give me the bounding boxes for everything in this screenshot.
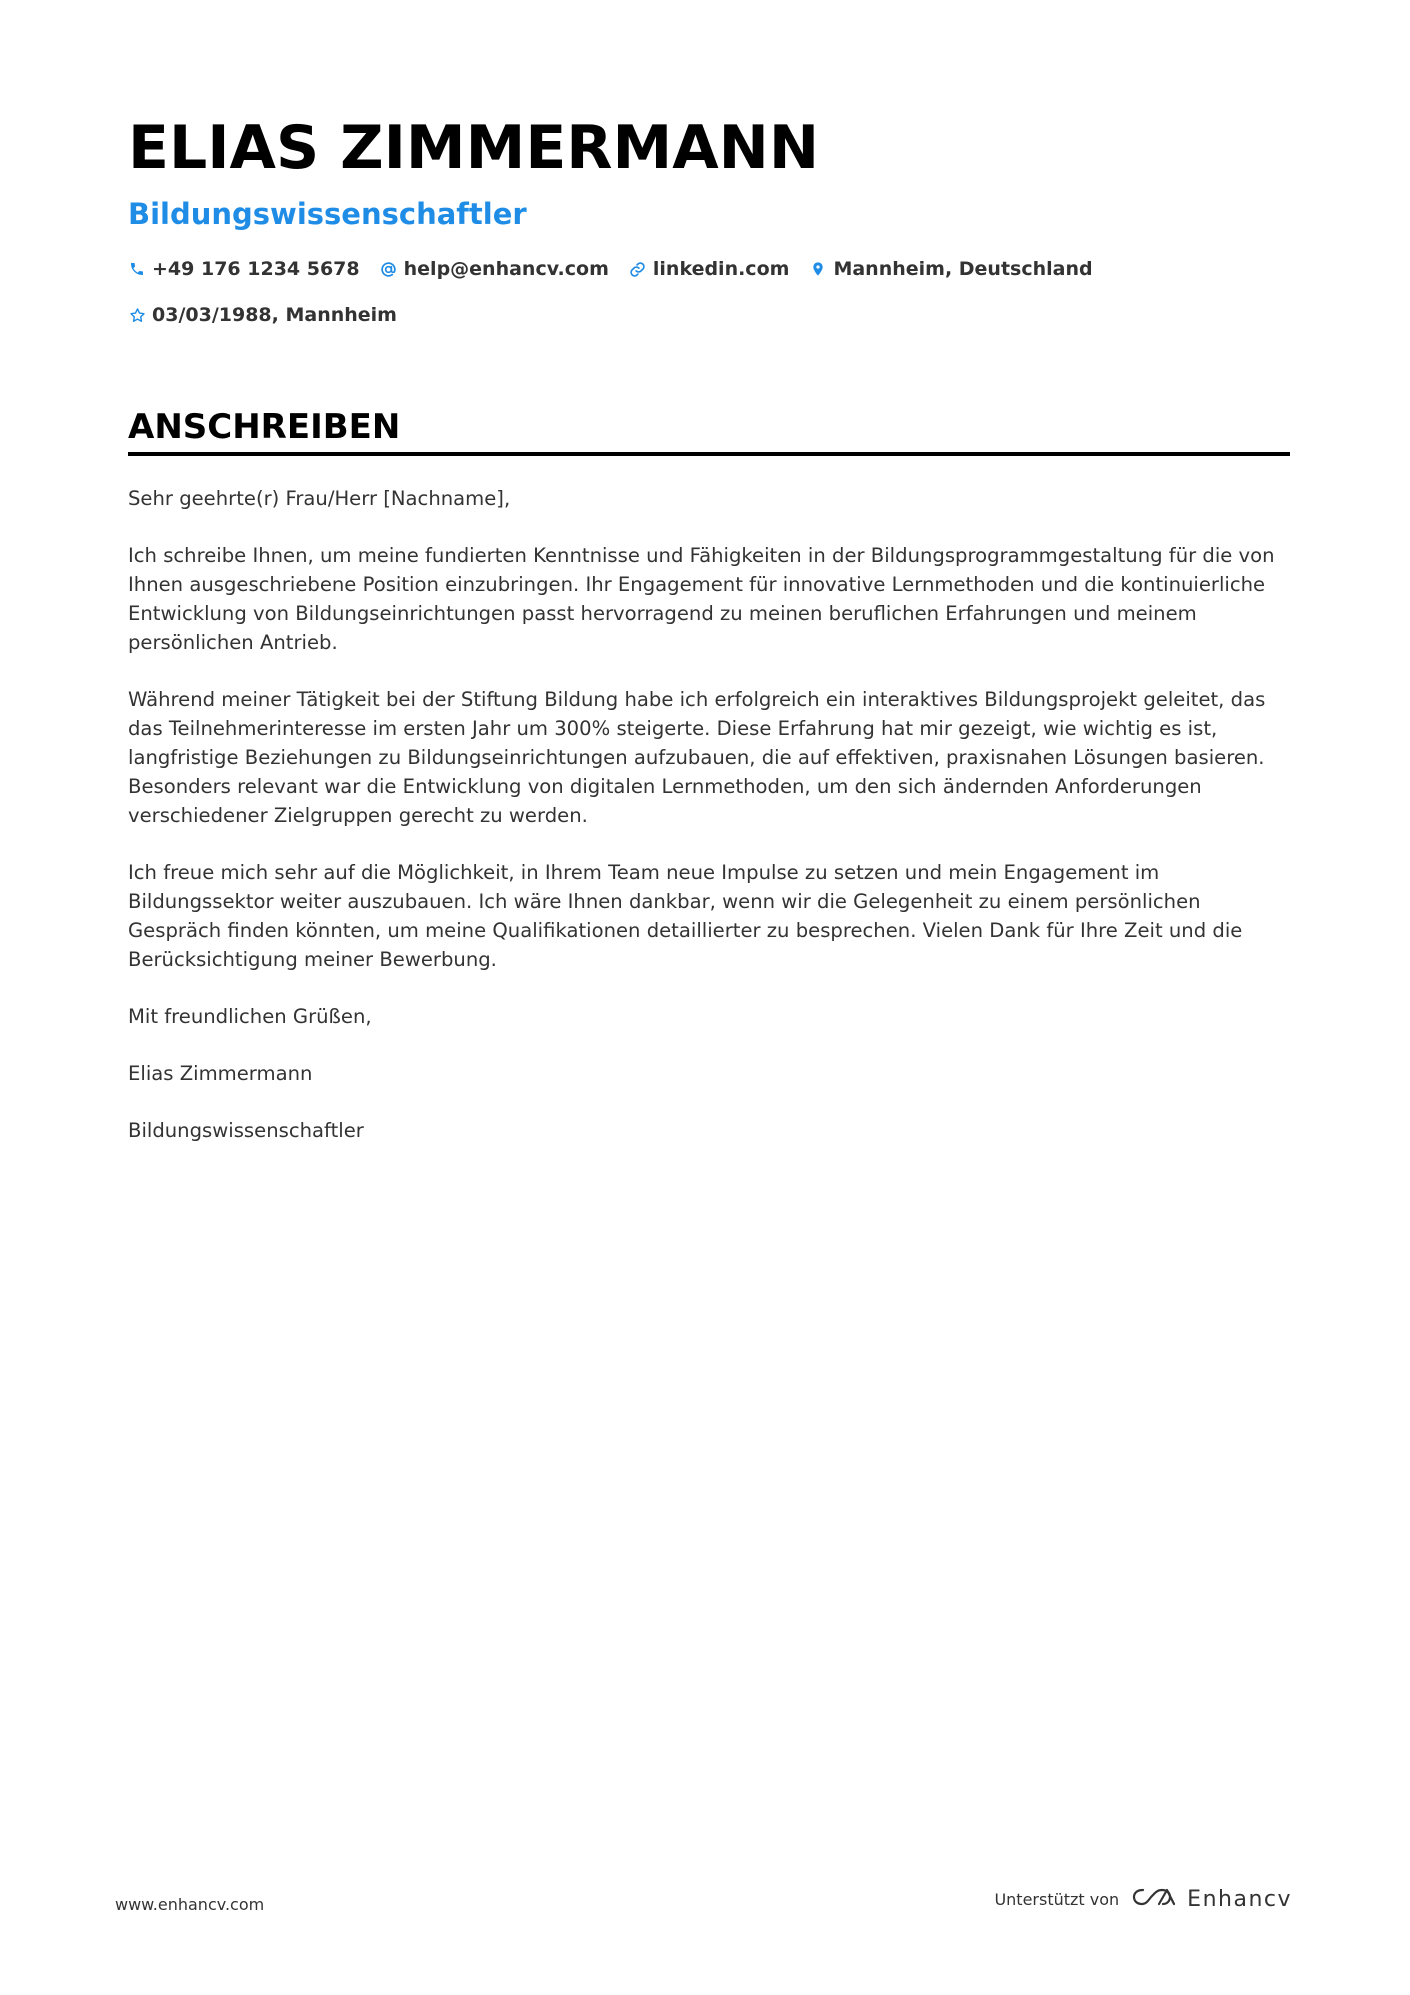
letter-signature-title: Bildungswissenschaftler (128, 1119, 364, 1142)
contact-linkedin[interactable] (629, 254, 790, 284)
at-icon (380, 260, 398, 278)
brand[interactable] (1131, 1884, 1292, 1914)
contact-email-text: help@enhancv.com (403, 258, 609, 280)
section-title: ANSCHREIBEN (128, 407, 401, 447)
powered-by-label: Unterstützt von (994, 1889, 1120, 1909)
link-icon (629, 260, 647, 278)
footer-website[interactable]: www.enhancv.com (115, 1895, 265, 1914)
letter-paragraph-1: Ich schreibe Ihnen, um meine fundierten Kenntnisse und Fähigkeiten in der Bildungsprogrammgestaltung für die von Ihnen ausgeschriebene Position einzubringen. Ihr Engagement für innovative Lernmethoden und die kontinuierliche Entwicklung von Bildungseinrichtungen passt hervorragend zu meinen beruflichen Erfahrungen und meinem persönlichen Antrieb. (128, 544, 1275, 654)
contact-linkedin-text: linkedin.com (652, 258, 790, 280)
letter-paragraph-3: Ich freue mich sehr auf die Möglichkeit, in Ihrem Team neue Impulse zu setzen und mein Engagement im Bildungssektor weiter auszubauen. Ich wäre Ihnen dankbar, wenn wir die Gelegenheit zu einem persönlichen Gespräch finden könnten, um meine Qualifikationen detaillierter zu besprechen. Vielen Dank für Ihre Zeit und die Berücksichtigung meiner Bewerbung. (128, 861, 1243, 971)
enhancv-logo-icon (1131, 1884, 1177, 1914)
location-pin-icon (809, 260, 827, 278)
contact-email[interactable] (380, 254, 609, 284)
letter-paragraph-2: Während meiner Tätigkeit bei der Stiftung Bildung habe ich erfolgreich ein interaktives Bildungsprojekt geleitet, das das Teilnehmerinteresse im ersten Jahr um 300% steigerte. Diese Erfahrung hat mir gezeigt, wie wichtig es ist, langfristige Beziehungen zu Bildungseinrichtungen aufzubauen, die auf effektiven, praxisnahen Lösungen basieren. Besonders relevant war die Entwicklung von digitalen Lernmethoden, um den sich ändernden Anforderungen verschiedener Zielgruppen gerecht zu werden. (128, 688, 1266, 827)
footer-branding[interactable] (994, 1884, 1292, 1914)
candidate-title: Bildungswissenschaftler (128, 197, 527, 231)
contact-birth-text: 03/03/1988, Mannheim (152, 304, 397, 326)
contact-birth (128, 300, 397, 330)
candidate-name: ELIAS ZIMMERMANN (128, 113, 820, 183)
header (128, 108, 1288, 330)
contact-list (128, 254, 1128, 330)
letter-signature-name: Elias Zimmermann (128, 1062, 313, 1085)
section-divider (128, 452, 1290, 456)
contact-phone-text: +49 176 1234 5678 (152, 258, 360, 280)
star-icon (128, 306, 146, 324)
letter-closing: Mit freundlichen Grüßen, (128, 1005, 372, 1028)
contact-location (809, 254, 1092, 284)
contact-location-text: Mannheim, Deutschland (833, 258, 1093, 280)
cover-letter-section (128, 406, 1290, 1173)
letter-salutation: Sehr geehrte(r) Frau/Herr [Nachname], (128, 487, 511, 510)
brand-name: Enhancv (1187, 1886, 1292, 1912)
phone-icon (128, 260, 146, 278)
letter-body (128, 484, 1290, 1145)
contact-phone[interactable] (128, 254, 360, 284)
